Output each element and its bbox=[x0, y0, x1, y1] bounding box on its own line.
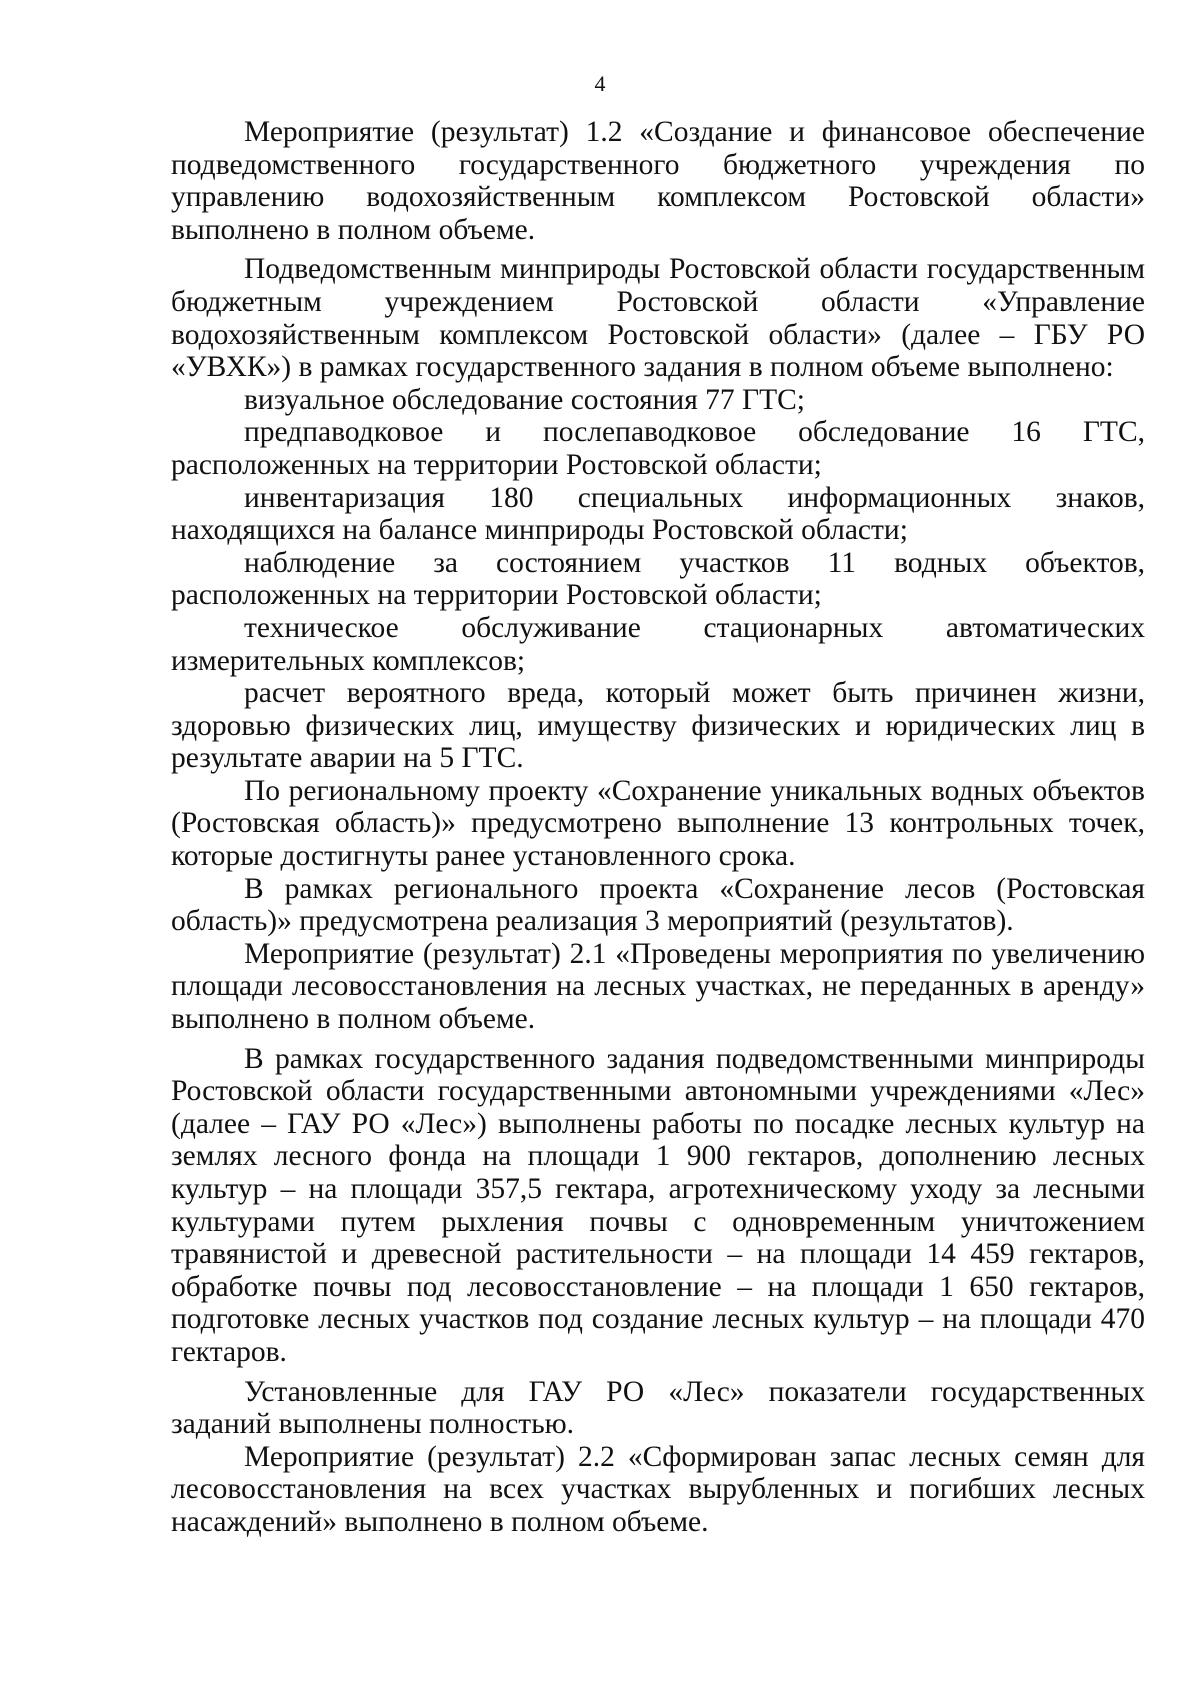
list-item: инвентаризация 180 специальных информационных знаков, находящихся на балансе минприроды Ростовской области; bbox=[171, 481, 1145, 547]
list-item: предпаводковое и послепаводковое обследование 16 ГТС, расположенных на территории Ростовской области; bbox=[171, 416, 1145, 481]
paragraph: Мероприятие (результат) 2.1 «Проведены мероприятия по увеличению площади лесовосстановления на лесных участках, не переданных в аренду» выполнено в полном объеме. bbox=[171, 937, 1145, 1036]
paragraph: Установленные для ГАУ РО «Лес» показатели государственных заданий выполнены полностью. bbox=[171, 1375, 1145, 1441]
paragraph: Мероприятие (результат) 1.2 «Создание и финансовое обеспечение подведомственного государственного бюджетного учреждения по управлению водохозяйственным комплексом Ростовской области» выполнено в полном объеме. bbox=[171, 116, 1145, 246]
list-item: техническое обслуживание стационарных автоматических измерительных комплексов; bbox=[171, 611, 1145, 677]
list-item: расчет вероятного вреда, который может быть причинен жизни, здоровью физических лиц, имуществу физических и юридических лиц в результате аварии на 5 ГТС. bbox=[171, 677, 1145, 775]
list-item: визуальное обследование состояния 77 ГТС; bbox=[244, 383, 805, 416]
paragraph: Мероприятие (результат) 2.2 «Сформирован запас лесных семян для лесовосстановления на всех участках вырубленных и погибших лесных насаждений» выполнено в полном объеме. bbox=[171, 1440, 1145, 1538]
paragraph: По региональному проекту «Сохранение уникальных водных объектов (Ростовская область)» предусмотрено выполнение 13 контрольных точек, которые достигнуты ранее установленного срока. bbox=[171, 774, 1145, 873]
paragraph: В рамках государственного задания подведомственными минприроды Ростовской области государственными автономными учреждениями «Лес» (далее – ГАУ РО «Лес») выполнены работы по посадке лесных культур на землях лесного фонда на площади 1 900 гектаров, дополнению лесных культур – на площади 357,5 гектара, агротехническому уходу за лесными культурами путем рыхления почвы с одновременным уничтожением травянистой и древесной растительности – на площади 14 459 гектаров, обработке почвы под лесовосстановление – на площади 1 650 гектаров, подготовке лесных участков под создание лесных культур – на площади 470 гектаров. bbox=[171, 1042, 1145, 1368]
paragraph: В рамках регионального проекта «Сохранение лесов (Ростовская область)» предусмотрена реализация 3 мероприятий (результатов). bbox=[171, 872, 1145, 938]
paragraph: Подведомственным минприроды Ростовской области государственным бюджетным учреждением Ростовской области «Управление водохозяйственным комплексом Ростовской области» (далее – ГБУ РО «УВХК») в рамках государственного задания в полном объеме выполнено: bbox=[171, 253, 1145, 384]
document-body bbox=[171, 116, 1145, 1539]
page-number: 4 bbox=[594, 71, 606, 96]
list-item: наблюдение за состоянием участков 11 водных объектов, расположенных на территории Ростовской области; bbox=[171, 546, 1145, 612]
